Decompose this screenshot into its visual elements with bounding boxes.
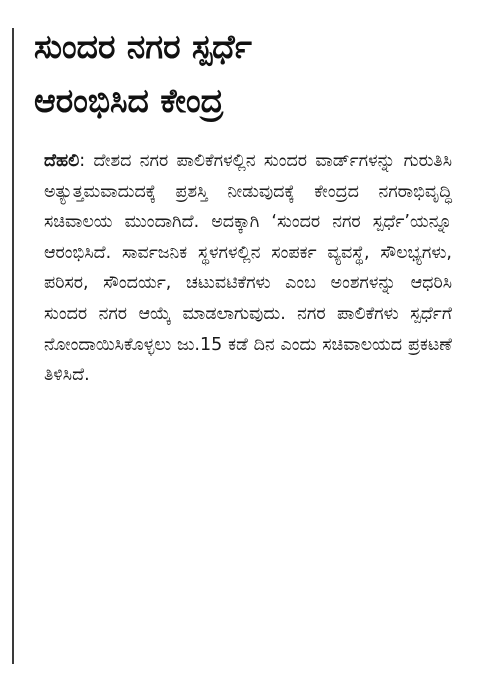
article-headline	[34, 20, 454, 128]
column-rule	[12, 28, 14, 664]
article-body	[34, 146, 452, 391]
headline-line-2: ಆರಂಭಿಸಿದ ಕೇಂದ್ರ	[34, 81, 224, 120]
headline-line-1: ಸುಂದರ ನಗರ ಸ್ಪರ್ಧೆ	[34, 27, 252, 66]
news-article	[34, 20, 454, 391]
article-body-text: ದೇಶದ ನಗರ ಪಾಲಿಕೆಗಳಲ್ಲಿನ ಸುಂದರ ವಾರ್ಡ್‌ಗಳನ್ನು ಗುರುತಿಸಿ ಅತ್ಯುತ್ತಮವಾದುದಕ್ಕೆ ಪ್ರಶಸ್ತಿ ನೀಡುವುದಕ್ಕೆ ಕೇಂದ್ರದ ನಗರಾಭಿವೃದ್ಧಿ ಸಚಿವಾಲಯ ಮುಂದಾಗಿದೆ. ಅದಕ್ಕಾಗಿ ‘ಸುಂದರ ನಗರ ಸ್ಪರ್ಧೆ’ಯನ್ನೂ ಆರಂಭಿಸಿದೆ. ಸಾರ್ವಜನಿಕ ಸ್ಥಳಗಳಲ್ಲಿನ ಸಂಪರ್ಕ ವ್ಯವಸ್ಥೆ, ಸೌಲಭ್ಯಗಳು, ಪರಿಸರ, ಸೌಂದರ್ಯ, ಚಟುವಟಿಕೆಗಳು ಎಂಬ ಅಂಶಗಳನ್ನು ಆಧರಿಸಿ ಸುಂದರ ನಗರ ಆಯ್ಕೆ ಮಾಡಲಾಗುವುದು. ನಗರ ಪಾಲಿಕೆಗಳು ಸ್ಪರ್ಧೆಗೆ ನೋಂದಾಯಿಸಿಕೊಳ್ಳಲು ಜು.15 ಕಡೆ ದಿನ ಎಂದು ಸಚಿವಾಲಯದ ಪ್ರಕಟಣೆ ತಿಳಿಸಿದೆ.	[44, 151, 452, 386]
dateline: ದೆಹಲಿ	[44, 151, 80, 171]
dateline-separator: :	[79, 151, 94, 171]
